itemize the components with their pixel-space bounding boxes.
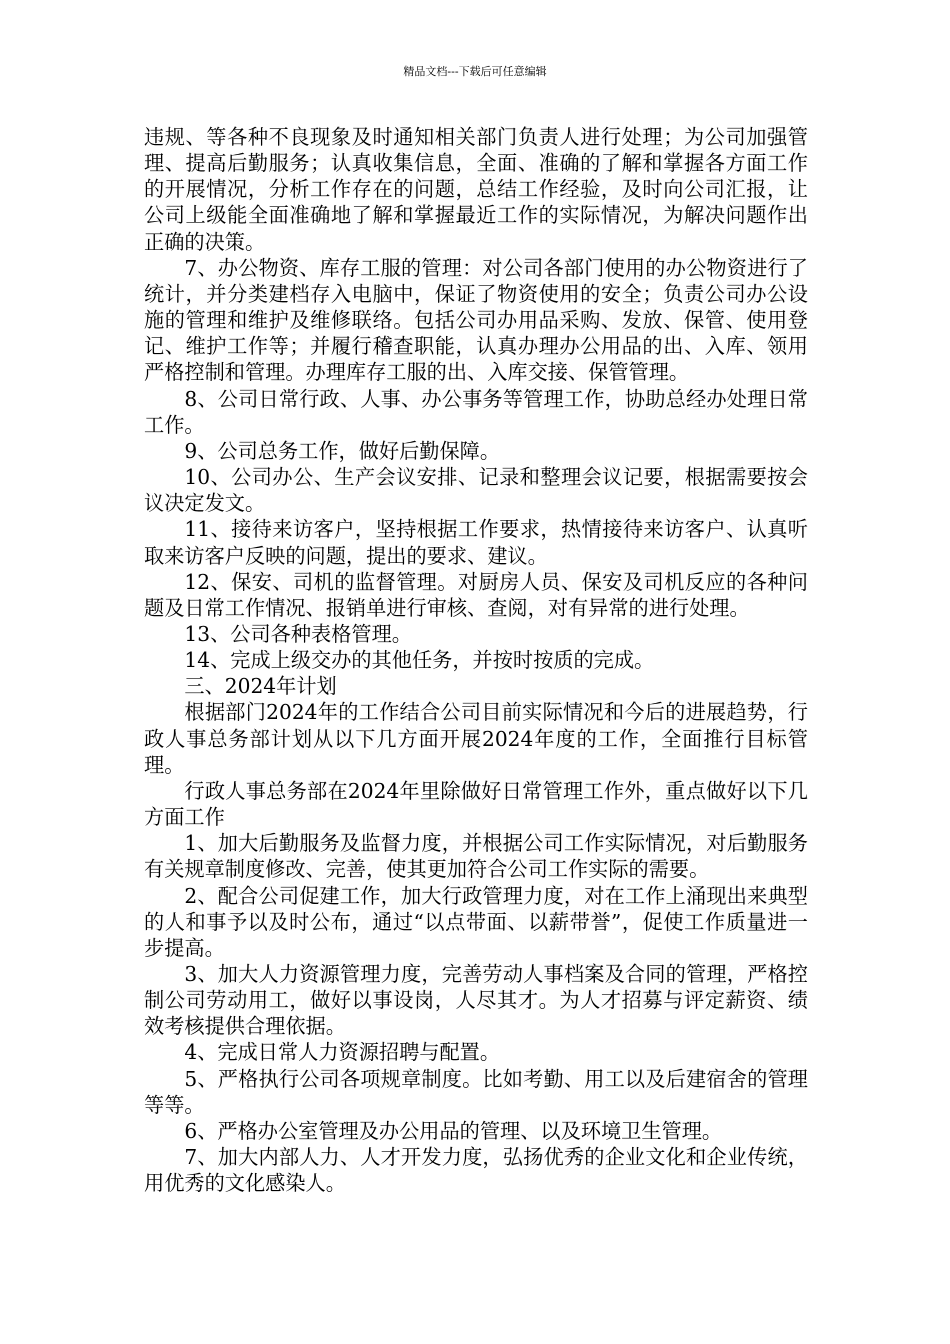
paragraph-2: 7、办公物资、库存工服的管理：对公司各部门使用的办公物资进行了统计，并分类建档存入电脑中，保证了物资使用的安全；负责公司办公设施的管理和维护及维修联络。包括公司办用品采购、发放、保管、使用登记、维护工作等；并履行稽查职能，认真办理办公用品的出、入库、领用严格控制和管理。办理库存工服的出、入库交接、保管管理。 — [144, 255, 808, 385]
paragraph-11: 根据部门2024年的工作结合公司目前实际情况和今后的进展趋势，行政人事总务部计划从以下几方面开展2024年度的工作，全面推行目标管理。 — [144, 700, 808, 777]
paragraph-13: 1、加大后勤服务及监督力度，并根据公司工作实际情况，对后勤服务有关规章制度修改、完善，使其更加符合公司工作实际的需要。 — [144, 831, 808, 882]
paragraph-9: 14、完成上级交办的其他任务，并按时按质的完成。 — [184, 648, 655, 673]
paragraph-5: 10、公司办公、生产会议安排、记录和整理会议记要，根据需要按会议决定发文。 — [144, 465, 808, 516]
paragraph-16: 4、完成日常人力资源招聘与配置。 — [184, 1040, 501, 1065]
paragraph-14: 2、配合公司促建工作，加大行政管理力度，对在工作上涌现出来典型的人和事予以及时公布，通过“以点带面、以薪带誉”，促使工作质量进一步提高。 — [144, 883, 808, 960]
page-header: 精品文档---下载后可任意编辑 — [403, 65, 547, 78]
paragraph-7: 12、保安、司机的监督管理。对厨房人员、保安及司机反应的各种问题及日常工作情况、报销单进行审核、查阅，对有异常的进行处理。 — [144, 569, 808, 620]
paragraph-19: 7、加大内部人力、人才开发力度，弘扬优秀的企业文化和企业传统，用优秀的文化感染人。 — [144, 1145, 808, 1196]
paragraph-3: 8、公司日常行政、人事、办公事务等管理工作，协助总经办处理日常工作。 — [144, 386, 808, 437]
section-heading: 三、2024年计划 — [184, 674, 337, 699]
paragraph-6: 11、接待来访客户，坚持根据工作要求，热情接待来访客户、认真听取来访客户反映的问题，提出的要求、建议。 — [144, 517, 808, 568]
paragraph-8: 13、公司各种表格管理。 — [184, 621, 412, 646]
document-body — [144, 124, 808, 1196]
paragraph-4: 9、公司总务工作，做好后勤保障。 — [184, 438, 501, 463]
paragraph-12: 行政人事总务部在2024年里除做好日常管理工作外，重点做好以下几方面工作 — [144, 778, 808, 830]
paragraph-1: 违规、等各种不良现象及时通知相关部门负责人进行处理；为公司加强管理、提高后勤服务；认真收集信息，全面、准确的了解和掌握各方面工作的开展情况，分析工作存在的问题，总结工作经验，及时向公司汇报，让公司上级能全面准确地了解和掌握最近工作的实际情况，为解决问题作出正确的决策。 — [144, 125, 808, 254]
paragraph-18: 6、严格办公室管理及办公用品的管理、以及环境卫生管理。 — [184, 1118, 723, 1143]
paragraph-15: 3、加大人力资源管理力度，完善劳动人事档案及合同的管理，严格控制公司劳动用工，做好以事设岗，人尽其才。为人才招募与评定薪资、绩效考核提供合理依据。 — [144, 962, 808, 1039]
paragraph-17: 5、严格执行公司各项规章制度。比如考勤、用工以及后建宿舍的管理等等。 — [144, 1066, 808, 1117]
